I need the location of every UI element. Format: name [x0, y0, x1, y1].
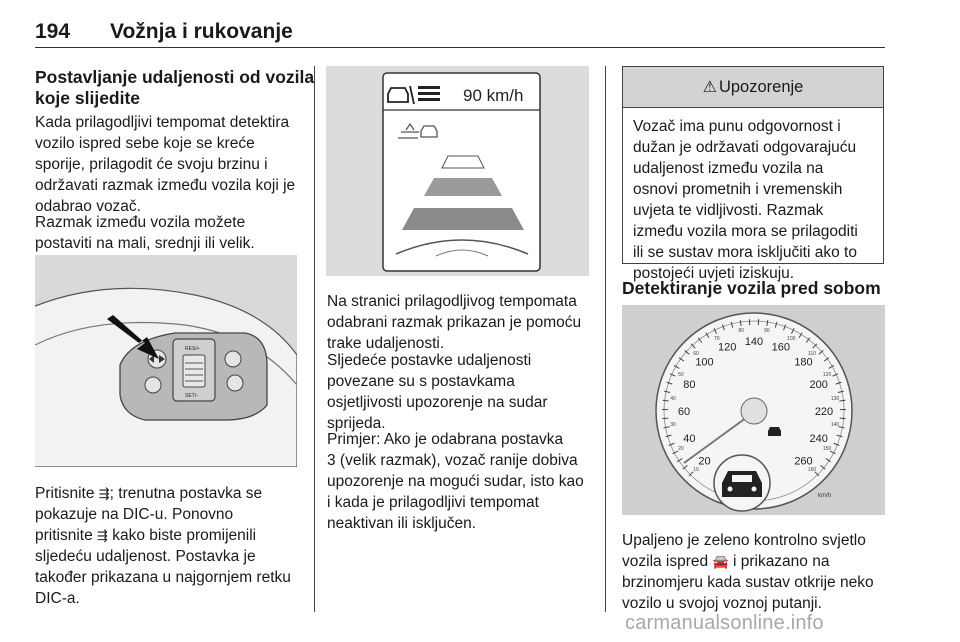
watermark: carmanualsonline.info: [625, 612, 824, 634]
page-header-title: Vožnja i rukovanje: [110, 20, 293, 43]
speedometer-major-label: 120: [718, 341, 737, 354]
warning-box: [622, 66, 884, 282]
speedometer-minor-label: 140: [830, 421, 840, 428]
speedometer-minor-label: 30: [670, 421, 676, 428]
speedometer-major-label: 240: [809, 432, 828, 445]
dic-display-figure: [326, 66, 589, 276]
speedometer-minor-label: 150: [822, 446, 832, 453]
speedometer-minor-label: 90: [764, 328, 770, 335]
speedometer-minor-label: 40: [670, 396, 676, 403]
speedometer-major-label: 60: [677, 406, 691, 418]
speedometer-minor-label: 20: [678, 446, 684, 453]
header-rule: [35, 47, 885, 48]
speedometer-figure: [622, 305, 885, 515]
speedometer-minor-label: 120: [822, 371, 832, 378]
speedometer-tick: [663, 400, 669, 401]
following-distance-icon: ⇶: [97, 528, 108, 543]
page-number: 194: [35, 20, 71, 43]
gap-bars-icon: [418, 86, 440, 101]
speedometer-major-label: 200: [809, 379, 828, 392]
wheel-label-set: SET/-: [185, 393, 198, 399]
speedometer-major-label: 140: [744, 336, 764, 348]
speedometer-tick: [840, 418, 846, 419]
speedometer-minor-label: 160: [807, 466, 817, 473]
warning-header: ⚠ Upozorenje: [623, 67, 883, 108]
wheel-label-res: RES/+: [185, 346, 200, 352]
paragraph-gap-options: Razmak između vozila možete postaviti na mali, srednji ili velik.: [35, 214, 255, 252]
speedometer-minor-label: 130: [830, 396, 840, 403]
dic-speed: 90 km/h: [463, 86, 524, 105]
speedometer-major-label: 220: [814, 406, 834, 418]
speedometer-minor-label: 70: [713, 335, 720, 342]
speedometer-major-label: 260: [794, 455, 813, 468]
column-divider-2: [605, 66, 606, 612]
speedometer-major-label: 100: [695, 356, 714, 369]
warning-triangle-icon: ⚠: [702, 79, 717, 96]
section-heading-distance: Postavljanje udaljenosti od vozila koje slijedite: [35, 67, 315, 108]
speedometer-tick: [662, 418, 668, 419]
speedometer-major-label: 80: [683, 379, 696, 392]
paragraph-distance-bar: Na stranici prilagodljivog tempomata odabrani razmak prikazan je pomoću trake udaljenosti.: [327, 293, 582, 352]
following-distance-icon: ⇶: [98, 486, 110, 501]
speedometer-minor-label: 100: [787, 335, 796, 342]
speedometer-major-label: 180: [794, 356, 813, 369]
speedometer-minor-label: 80: [738, 328, 744, 335]
paragraph-vehicle-detection: Upaljeno je zeleno kontrolno svjetlo vozila ispred 🚘 i prikazano na brzinomjeru kada sustav otkrije neko vozilo u svojoj voznoj putanji.: [622, 532, 874, 612]
paragraph-linked-settings: Sljedeće postavke udaljenosti povezane su s postavkama osjetljivosti upozorenje na sudar sprijeda.: [327, 352, 548, 432]
column-divider-1: [314, 66, 315, 612]
speedometer-minor-label: 110: [807, 351, 816, 358]
paragraph-press-button: Pritisnite ⇶; trenutna postavka se pokazuje na DIC-u. Ponovno pritisnite ⇶ kako biste promijenili sljedeću udaljenost. Postavka je također prikazana u najgornjem retku DIC-a.: [35, 485, 291, 607]
speedometer-major-label: 20: [698, 455, 711, 468]
paragraph-example: Primjer: Ako je odabrana postavka 3 (velik razmak), vozač ranije dobiva upozorenje na mogući sudar, isto kao i kada je prilagodljivi tempomat neaktivan ili isključen.: [327, 431, 584, 532]
speedometer-minor-label: 10: [693, 466, 699, 473]
section-heading-vehicle-detection: Detektiranje vozila pred sobom: [622, 278, 881, 298]
speedometer-tick: [839, 400, 845, 401]
steering-wheel-figure: [35, 255, 297, 467]
warning-body: Vozač ima punu odgovornost i dužan je održavati odgovarajuću udaljenost između vozila na osnovi prometnih i vremenskih uvjeta te vidljivosti. Razmak između vozila mora se prilagoditi ili se sustav mora isključiti ako to postojeći uvjeti iziskuju.: [633, 118, 858, 282]
speedometer-unit: km/h: [818, 493, 832, 499]
vehicle-ahead-small-icon: [768, 427, 781, 436]
speedometer-minor-label: 50: [678, 371, 684, 378]
speedometer-major-label: 160: [771, 341, 790, 354]
speedometer-minor-label: 60: [693, 351, 699, 358]
vehicle-ahead-icon: 🚘: [712, 554, 729, 569]
vehicle-ahead-magnified-icon: [714, 455, 770, 511]
paragraph-intro: Kada prilagodljivi tempomat detektira vozilo ispred sebe koje se kreće sporije, prilagodit će svoju brzinu i održavati razmak između vozila koji je odabrao vozač.: [35, 114, 296, 215]
speedometer-major-label: 40: [683, 432, 696, 445]
